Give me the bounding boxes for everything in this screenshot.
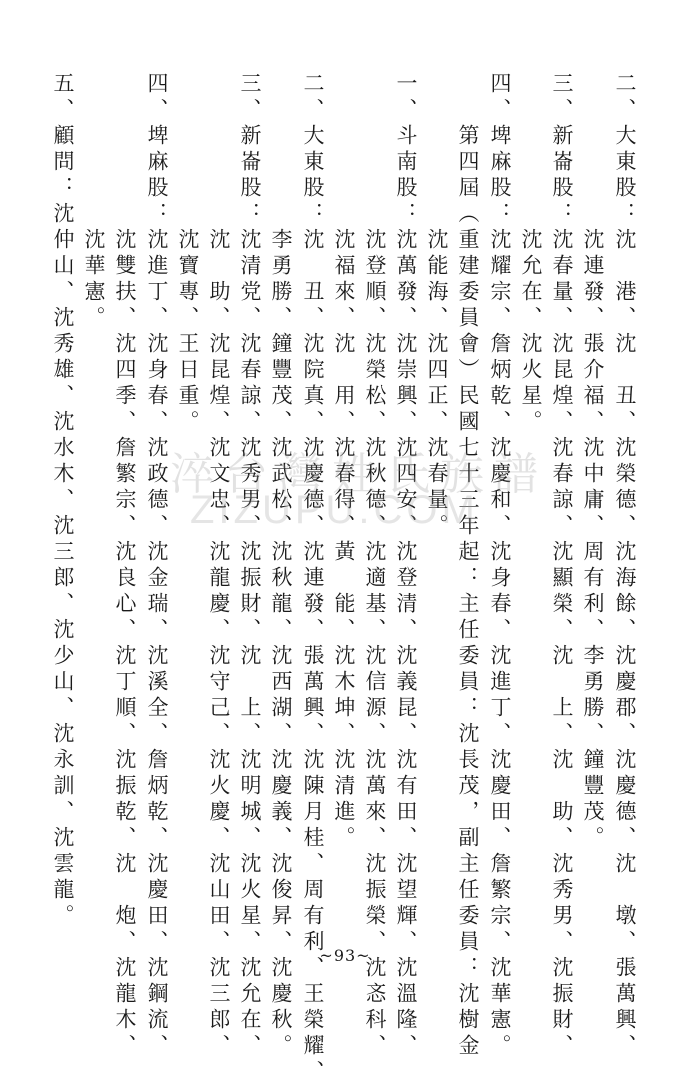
- text-column: 沈能海、沈四正、沈春量。: [425, 72, 449, 540]
- text-column: 沈允在、沈火星。: [519, 72, 543, 436]
- text-column: 沈雙扶、沈四季、詹繁宗、沈良心、沈丁順、沈振乾、沈 炮、沈龍木、: [113, 72, 137, 1060]
- text-column: 三、新崙股：沈春量、沈昆煌、沈春諒、沈顯榮、沈 上、沈 助、沈秀男、沈振財、: [550, 72, 574, 1060]
- text-column: 沈寶專、王日重。: [176, 72, 200, 436]
- text-column: 三、新崙股：沈清党、沈春諒、沈秀男、沈振財、沈 上、沈明城、沈火星、沈允在、: [238, 72, 262, 1060]
- text-column: 四、埤麻股：沈進丁、沈身春、沈政德、沈金瑞、沈溪全、詹炳乾、沈慶田、沈鋼流、: [145, 72, 169, 1060]
- text-column: 二、大東股：沈 港、沈 丑、沈榮德、沈海餘、沈慶郡、沈慶德、沈 墩、張萬興、: [613, 72, 637, 1060]
- text-column: 二、大東股：沈 丑、沈院真、沈慶德、沈連發、張萬興、沈陳月桂、周有利、王榮耀、: [301, 72, 325, 1086]
- text-column: 沈福來、沈 用、沈春得、黃 能、沈木坤、沈清進。: [332, 72, 356, 852]
- text-column: 一、斗南股：沈萬發、沈崇興、沈四安、沈登清、沈義昆、沈有田、沈望輝、沈溫隆、: [394, 72, 418, 1060]
- text-column: 沈連發、張介福、沈中庸、周有利、李勇勝、鐘豐茂。: [581, 72, 605, 852]
- watermark-text: 淬台灣姓氏族譜: [170, 450, 548, 499]
- text-column: 四、埤麻股：沈耀宗、詹炳乾、沈慶和、沈身春、沈進丁、沈慶田、詹繁宗、沈華憲。: [488, 72, 512, 1060]
- text-column: 五、顧問：沈仲山、沈秀雄、沈水木、沈三郎、沈少山、沈永訓、沈雲龍。: [51, 72, 75, 930]
- text-column: 沈登順、沈榮松、沈秋德、沈適基、沈信源、沈萬來、沈振榮、沈忞科、: [363, 72, 387, 1060]
- text-column: 沈華憲。: [82, 72, 106, 332]
- page-number: ~93~: [319, 946, 371, 965]
- text-column: 第四屆（重建委員會）民國七十三年起：主任委員：沈長茂，副主任委員：沈樹金: [456, 72, 480, 1060]
- text-column: 李勇勝、鐘豐茂、沈武松、沈秋龍、沈西湖、沈慶義、沈俊昇、沈慶秋。: [269, 72, 293, 1060]
- watermark-url: ZIZUPU.COM: [190, 488, 479, 532]
- text-column: 沈 助、沈昆煌、沈文忠、沈龍慶、沈守己、沈火慶、沈山田、沈三郎、: [207, 72, 231, 1060]
